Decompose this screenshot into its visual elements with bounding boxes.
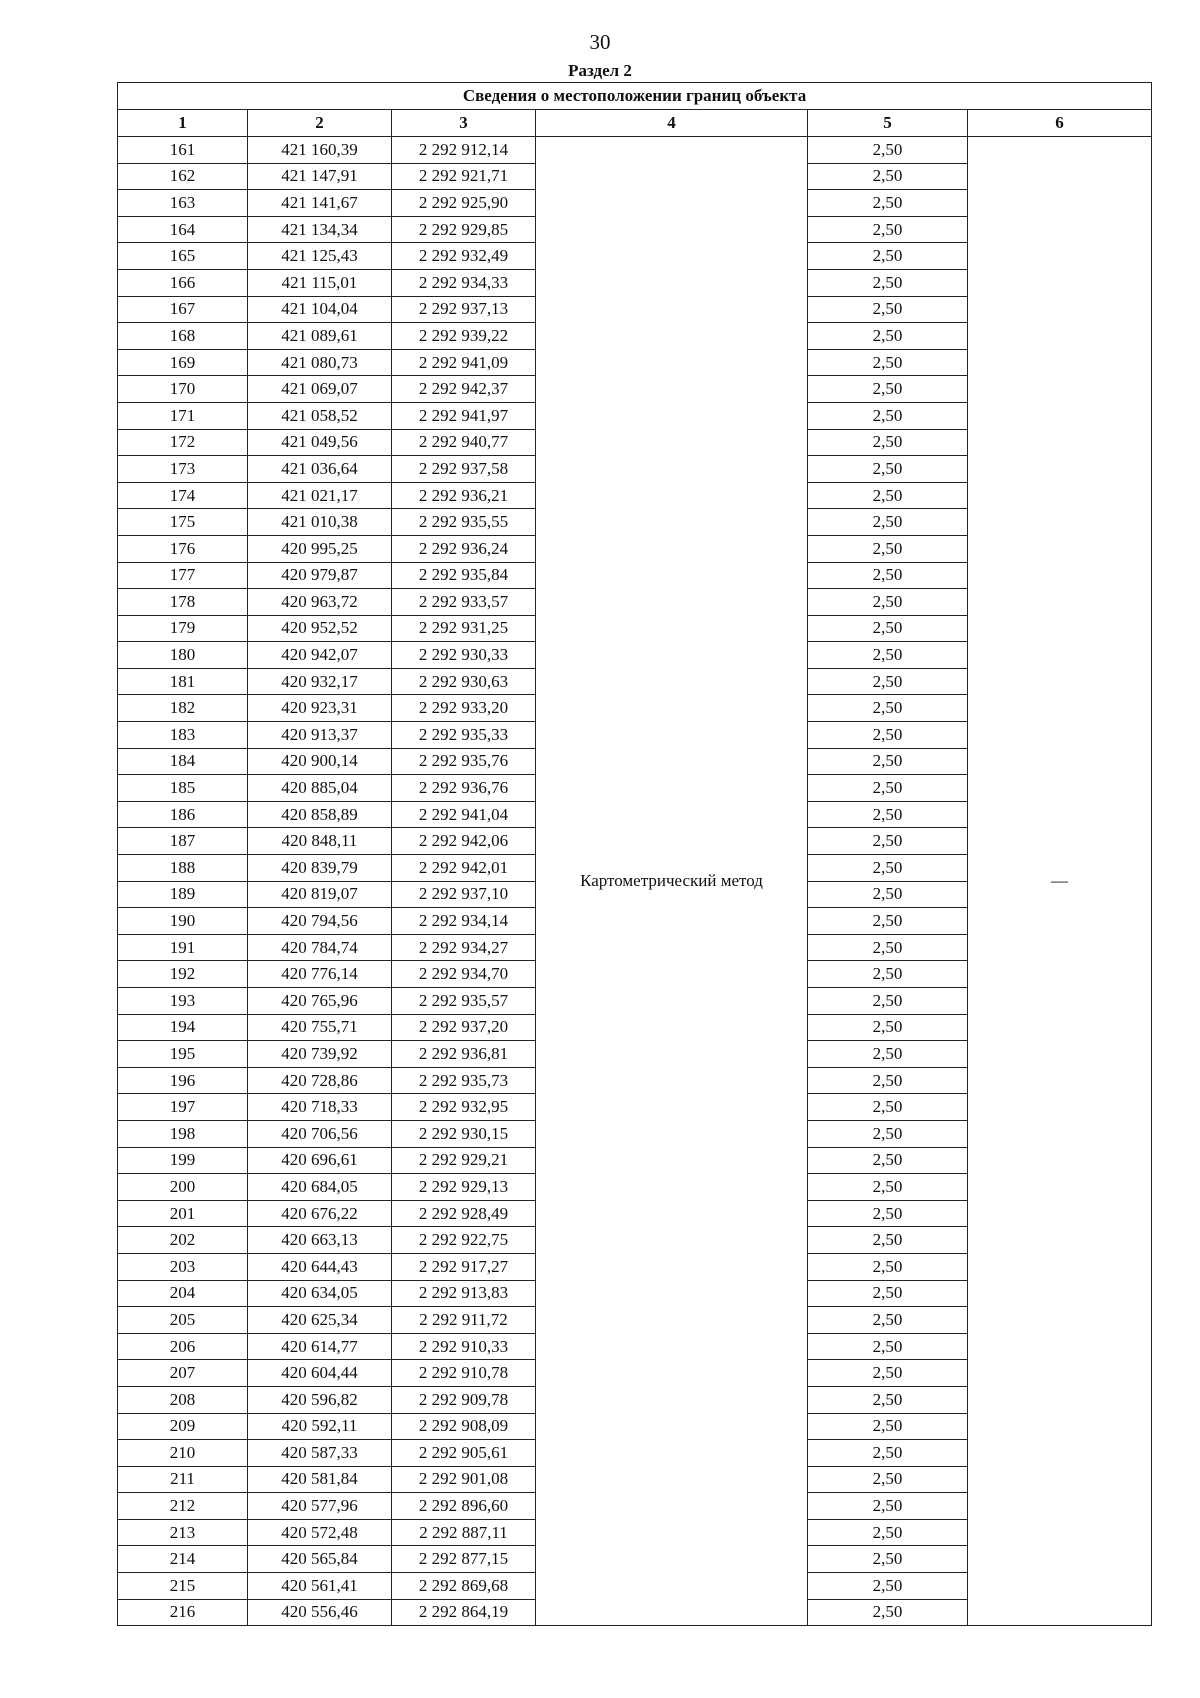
- point-number-cell: 186: [118, 801, 248, 828]
- y-coordinate-cell: 2 292 913,83: [392, 1280, 536, 1307]
- accuracy-cell: 2,50: [808, 775, 968, 802]
- x-coordinate-cell: 420 819,07: [248, 881, 392, 908]
- x-coordinate-cell: 420 587,33: [248, 1440, 392, 1467]
- x-coordinate-cell: 421 125,43: [248, 243, 392, 270]
- point-number-cell: 169: [118, 349, 248, 376]
- x-coordinate-cell: 420 979,87: [248, 562, 392, 589]
- y-coordinate-cell: 2 292 935,73: [392, 1067, 536, 1094]
- y-coordinate-cell: 2 292 939,22: [392, 323, 536, 350]
- point-number-cell: 181: [118, 668, 248, 695]
- y-coordinate-cell: 2 292 933,20: [392, 695, 536, 722]
- point-number-cell: 215: [118, 1573, 248, 1600]
- section-title: Раздел 2: [568, 61, 632, 80]
- accuracy-cell: 2,50: [808, 376, 968, 403]
- y-coordinate-cell: 2 292 935,84: [392, 562, 536, 589]
- y-coordinate-cell: 2 292 928,49: [392, 1200, 536, 1227]
- x-coordinate-cell: 420 592,11: [248, 1413, 392, 1440]
- accuracy-cell: 2,50: [808, 509, 968, 536]
- point-number-cell: 191: [118, 934, 248, 961]
- point-number-cell: 196: [118, 1067, 248, 1094]
- accuracy-cell: 2,50: [808, 855, 968, 882]
- y-coordinate-cell: 2 292 937,20: [392, 1014, 536, 1041]
- accuracy-cell: 2,50: [808, 535, 968, 562]
- accuracy-cell: 2,50: [808, 1413, 968, 1440]
- y-coordinate-cell: 2 292 930,63: [392, 668, 536, 695]
- x-coordinate-cell: 420 556,46: [248, 1599, 392, 1626]
- point-number-cell: 180: [118, 642, 248, 669]
- x-coordinate-cell: 420 728,86: [248, 1067, 392, 1094]
- point-number-cell: 168: [118, 323, 248, 350]
- accuracy-cell: 2,50: [808, 589, 968, 616]
- x-coordinate-cell: 420 644,43: [248, 1253, 392, 1280]
- y-coordinate-cell: 2 292 901,08: [392, 1466, 536, 1493]
- point-number-cell: 192: [118, 961, 248, 988]
- y-coordinate-cell: 2 292 933,57: [392, 589, 536, 616]
- y-coordinate-cell: 2 292 932,49: [392, 243, 536, 270]
- x-coordinate-cell: 420 839,79: [248, 855, 392, 882]
- accuracy-cell: 2,50: [808, 562, 968, 589]
- accuracy-cell: 2,50: [808, 1041, 968, 1068]
- point-number-cell: 187: [118, 828, 248, 855]
- x-coordinate-cell: 420 625,34: [248, 1307, 392, 1334]
- point-number-cell: 183: [118, 722, 248, 749]
- x-coordinate-cell: 421 010,38: [248, 509, 392, 536]
- point-number-cell: 174: [118, 482, 248, 509]
- accuracy-cell: 2,50: [808, 1519, 968, 1546]
- point-number-cell: 178: [118, 589, 248, 616]
- y-coordinate-cell: 2 292 936,81: [392, 1041, 536, 1068]
- accuracy-cell: 2,50: [808, 988, 968, 1015]
- x-coordinate-cell: 420 932,17: [248, 668, 392, 695]
- column-header-4: 4: [536, 110, 808, 137]
- y-coordinate-cell: 2 292 934,70: [392, 961, 536, 988]
- accuracy-cell: 2,50: [808, 1094, 968, 1121]
- x-coordinate-cell: 420 739,92: [248, 1041, 392, 1068]
- accuracy-cell: 2,50: [808, 1493, 968, 1520]
- point-number-cell: 165: [118, 243, 248, 270]
- point-number-cell: 177: [118, 562, 248, 589]
- accuracy-cell: 2,50: [808, 908, 968, 935]
- accuracy-cell: 2,50: [808, 934, 968, 961]
- point-number-cell: 202: [118, 1227, 248, 1254]
- y-coordinate-cell: 2 292 935,33: [392, 722, 536, 749]
- point-number-cell: 207: [118, 1360, 248, 1387]
- x-coordinate-cell: 420 565,84: [248, 1546, 392, 1573]
- x-coordinate-cell: 420 794,56: [248, 908, 392, 935]
- x-coordinate-cell: 420 784,74: [248, 934, 392, 961]
- y-coordinate-cell: 2 292 929,13: [392, 1174, 536, 1201]
- y-coordinate-cell: 2 292 887,11: [392, 1519, 536, 1546]
- y-coordinate-cell: 2 292 936,24: [392, 535, 536, 562]
- boundary-coordinates-table: [117, 82, 1152, 1626]
- x-coordinate-cell: 420 676,22: [248, 1200, 392, 1227]
- accuracy-cell: 2,50: [808, 1280, 968, 1307]
- y-coordinate-cell: 2 292 941,04: [392, 801, 536, 828]
- y-coordinate-cell: 2 292 941,09: [392, 349, 536, 376]
- y-coordinate-cell: 2 292 869,68: [392, 1573, 536, 1600]
- x-coordinate-cell: 421 160,39: [248, 137, 392, 164]
- accuracy-cell: 2,50: [808, 1333, 968, 1360]
- x-coordinate-cell: 420 913,37: [248, 722, 392, 749]
- accuracy-cell: 2,50: [808, 1120, 968, 1147]
- y-coordinate-cell: 2 292 911,72: [392, 1307, 536, 1334]
- accuracy-cell: 2,50: [808, 668, 968, 695]
- y-coordinate-cell: 2 292 864,19: [392, 1599, 536, 1626]
- accuracy-cell: 2,50: [808, 269, 968, 296]
- point-number-cell: 189: [118, 881, 248, 908]
- point-number-cell: 170: [118, 376, 248, 403]
- y-coordinate-cell: 2 292 942,01: [392, 855, 536, 882]
- x-coordinate-cell: 420 900,14: [248, 748, 392, 775]
- point-number-cell: 210: [118, 1440, 248, 1467]
- x-coordinate-cell: 420 634,05: [248, 1280, 392, 1307]
- column-header-2: 2: [248, 110, 392, 137]
- accuracy-cell: 2,50: [808, 216, 968, 243]
- method-cell: Картометрический метод: [536, 137, 808, 1626]
- point-number-cell: 199: [118, 1147, 248, 1174]
- column-header-1: 1: [118, 110, 248, 137]
- y-coordinate-cell: 2 292 921,71: [392, 163, 536, 190]
- y-coordinate-cell: 2 292 925,90: [392, 190, 536, 217]
- y-coordinate-cell: 2 292 929,85: [392, 216, 536, 243]
- x-coordinate-cell: 420 684,05: [248, 1174, 392, 1201]
- y-coordinate-cell: 2 292 905,61: [392, 1440, 536, 1467]
- point-number-cell: 179: [118, 615, 248, 642]
- accuracy-cell: 2,50: [808, 961, 968, 988]
- x-coordinate-cell: 420 858,89: [248, 801, 392, 828]
- point-number-cell: 173: [118, 456, 248, 483]
- y-coordinate-cell: 2 292 937,13: [392, 296, 536, 323]
- y-coordinate-cell: 2 292 935,76: [392, 748, 536, 775]
- y-coordinate-cell: 2 292 922,75: [392, 1227, 536, 1254]
- column-header-3: 3: [392, 110, 536, 137]
- y-coordinate-cell: 2 292 934,27: [392, 934, 536, 961]
- x-coordinate-cell: 420 614,77: [248, 1333, 392, 1360]
- x-coordinate-cell: 420 848,11: [248, 828, 392, 855]
- x-coordinate-cell: 420 885,04: [248, 775, 392, 802]
- accuracy-cell: 2,50: [808, 429, 968, 456]
- page-number: 30: [589, 30, 611, 54]
- point-number-cell: 184: [118, 748, 248, 775]
- y-coordinate-cell: 2 292 877,15: [392, 1546, 536, 1573]
- point-number-cell: 176: [118, 535, 248, 562]
- point-number-cell: 188: [118, 855, 248, 882]
- x-coordinate-cell: 421 134,34: [248, 216, 392, 243]
- y-coordinate-cell: 2 292 937,10: [392, 881, 536, 908]
- y-coordinate-cell: 2 292 934,33: [392, 269, 536, 296]
- x-coordinate-cell: 421 115,01: [248, 269, 392, 296]
- column-header-6: 6: [968, 110, 1152, 137]
- y-coordinate-cell: 2 292 935,55: [392, 509, 536, 536]
- x-coordinate-cell: 421 089,61: [248, 323, 392, 350]
- accuracy-cell: 2,50: [808, 1174, 968, 1201]
- point-number-cell: 162: [118, 163, 248, 190]
- table-header-row: [118, 110, 1152, 137]
- point-number-cell: 216: [118, 1599, 248, 1626]
- point-number-cell: 172: [118, 429, 248, 456]
- y-coordinate-cell: 2 292 936,76: [392, 775, 536, 802]
- point-number-cell: 212: [118, 1493, 248, 1520]
- accuracy-cell: 2,50: [808, 801, 968, 828]
- accuracy-cell: 2,50: [808, 1599, 968, 1626]
- accuracy-cell: 2,50: [808, 1014, 968, 1041]
- y-coordinate-cell: 2 292 909,78: [392, 1386, 536, 1413]
- accuracy-cell: 2,50: [808, 881, 968, 908]
- y-coordinate-cell: 2 292 935,57: [392, 988, 536, 1015]
- accuracy-cell: 2,50: [808, 1386, 968, 1413]
- point-number-cell: 198: [118, 1120, 248, 1147]
- point-number-cell: 201: [118, 1200, 248, 1227]
- point-number-cell: 164: [118, 216, 248, 243]
- x-coordinate-cell: 421 036,64: [248, 456, 392, 483]
- accuracy-cell: 2,50: [808, 828, 968, 855]
- x-coordinate-cell: 420 942,07: [248, 642, 392, 669]
- x-coordinate-cell: 421 021,17: [248, 482, 392, 509]
- x-coordinate-cell: 420 706,56: [248, 1120, 392, 1147]
- accuracy-cell: 2,50: [808, 1466, 968, 1493]
- point-number-cell: 213: [118, 1519, 248, 1546]
- y-coordinate-cell: 2 292 936,21: [392, 482, 536, 509]
- y-coordinate-cell: 2 292 896,60: [392, 1493, 536, 1520]
- point-number-cell: 209: [118, 1413, 248, 1440]
- point-number-cell: 194: [118, 1014, 248, 1041]
- column-header-5: 5: [808, 110, 968, 137]
- x-coordinate-cell: 420 718,33: [248, 1094, 392, 1121]
- accuracy-cell: 2,50: [808, 482, 968, 509]
- point-number-cell: 182: [118, 695, 248, 722]
- x-coordinate-cell: 420 963,72: [248, 589, 392, 616]
- point-number-cell: 203: [118, 1253, 248, 1280]
- accuracy-cell: 2,50: [808, 1147, 968, 1174]
- point-number-cell: 205: [118, 1307, 248, 1334]
- accuracy-cell: 2,50: [808, 748, 968, 775]
- x-coordinate-cell: 420 995,25: [248, 535, 392, 562]
- accuracy-cell: 2,50: [808, 296, 968, 323]
- accuracy-cell: 2,50: [808, 1067, 968, 1094]
- x-coordinate-cell: 420 572,48: [248, 1519, 392, 1546]
- point-number-cell: 200: [118, 1174, 248, 1201]
- accuracy-cell: 2,50: [808, 615, 968, 642]
- accuracy-cell: 2,50: [808, 1440, 968, 1467]
- point-number-cell: 167: [118, 296, 248, 323]
- y-coordinate-cell: 2 292 931,25: [392, 615, 536, 642]
- accuracy-cell: 2,50: [808, 1227, 968, 1254]
- x-coordinate-cell: 421 104,04: [248, 296, 392, 323]
- y-coordinate-cell: 2 292 940,77: [392, 429, 536, 456]
- x-coordinate-cell: 420 765,96: [248, 988, 392, 1015]
- accuracy-cell: 2,50: [808, 1253, 968, 1280]
- y-coordinate-cell: 2 292 910,33: [392, 1333, 536, 1360]
- x-coordinate-cell: 421 141,67: [248, 190, 392, 217]
- y-coordinate-cell: 2 292 941,97: [392, 402, 536, 429]
- x-coordinate-cell: 420 923,31: [248, 695, 392, 722]
- point-number-cell: 185: [118, 775, 248, 802]
- accuracy-cell: 2,50: [808, 456, 968, 483]
- x-coordinate-cell: 420 561,41: [248, 1573, 392, 1600]
- accuracy-cell: 2,50: [808, 402, 968, 429]
- point-number-cell: 195: [118, 1041, 248, 1068]
- accuracy-cell: 2,50: [808, 163, 968, 190]
- point-number-cell: 197: [118, 1094, 248, 1121]
- x-coordinate-cell: 421 049,56: [248, 429, 392, 456]
- x-coordinate-cell: 421 147,91: [248, 163, 392, 190]
- point-number-cell: 166: [118, 269, 248, 296]
- y-coordinate-cell: 2 292 930,15: [392, 1120, 536, 1147]
- point-number-cell: 193: [118, 988, 248, 1015]
- accuracy-cell: 2,50: [808, 137, 968, 164]
- y-coordinate-cell: 2 292 917,27: [392, 1253, 536, 1280]
- x-coordinate-cell: 420 596,82: [248, 1386, 392, 1413]
- point-number-cell: 206: [118, 1333, 248, 1360]
- point-number-cell: 175: [118, 509, 248, 536]
- x-coordinate-cell: 421 069,07: [248, 376, 392, 403]
- point-number-cell: 163: [118, 190, 248, 217]
- x-coordinate-cell: 420 577,96: [248, 1493, 392, 1520]
- x-coordinate-cell: 420 755,71: [248, 1014, 392, 1041]
- x-coordinate-cell: 420 581,84: [248, 1466, 392, 1493]
- x-coordinate-cell: 421 080,73: [248, 349, 392, 376]
- y-coordinate-cell: 2 292 932,95: [392, 1094, 536, 1121]
- accuracy-cell: 2,50: [808, 243, 968, 270]
- accuracy-cell: 2,50: [808, 190, 968, 217]
- x-coordinate-cell: 420 663,13: [248, 1227, 392, 1254]
- x-coordinate-cell: 420 952,52: [248, 615, 392, 642]
- point-number-cell: 211: [118, 1466, 248, 1493]
- accuracy-cell: 2,50: [808, 642, 968, 669]
- point-number-cell: 214: [118, 1546, 248, 1573]
- y-coordinate-cell: 2 292 942,37: [392, 376, 536, 403]
- x-coordinate-cell: 420 604,44: [248, 1360, 392, 1387]
- y-coordinate-cell: 2 292 929,21: [392, 1147, 536, 1174]
- table-body: [118, 137, 1152, 1626]
- point-number-cell: 204: [118, 1280, 248, 1307]
- point-number-cell: 190: [118, 908, 248, 935]
- table-caption: Сведения о местоположении границ объекта: [118, 83, 1152, 110]
- x-coordinate-cell: 420 776,14: [248, 961, 392, 988]
- y-coordinate-cell: 2 292 942,06: [392, 828, 536, 855]
- y-coordinate-cell: 2 292 934,14: [392, 908, 536, 935]
- accuracy-cell: 2,50: [808, 722, 968, 749]
- x-coordinate-cell: 420 696,61: [248, 1147, 392, 1174]
- table-caption-row: [118, 83, 1152, 110]
- point-number-cell: 161: [118, 137, 248, 164]
- point-number-cell: 171: [118, 402, 248, 429]
- accuracy-cell: 2,50: [808, 1573, 968, 1600]
- y-coordinate-cell: 2 292 908,09: [392, 1413, 536, 1440]
- y-coordinate-cell: 2 292 912,14: [392, 137, 536, 164]
- x-coordinate-cell: 421 058,52: [248, 402, 392, 429]
- y-coordinate-cell: 2 292 937,58: [392, 456, 536, 483]
- accuracy-cell: 2,50: [808, 323, 968, 350]
- accuracy-cell: 2,50: [808, 1200, 968, 1227]
- note-cell: —: [968, 137, 1152, 1626]
- point-number-cell: 208: [118, 1386, 248, 1413]
- table-row: [118, 137, 1152, 164]
- y-coordinate-cell: 2 292 930,33: [392, 642, 536, 669]
- accuracy-cell: 2,50: [808, 1546, 968, 1573]
- accuracy-cell: 2,50: [808, 1360, 968, 1387]
- accuracy-cell: 2,50: [808, 695, 968, 722]
- accuracy-cell: 2,50: [808, 1307, 968, 1334]
- accuracy-cell: 2,50: [808, 349, 968, 376]
- y-coordinate-cell: 2 292 910,78: [392, 1360, 536, 1387]
